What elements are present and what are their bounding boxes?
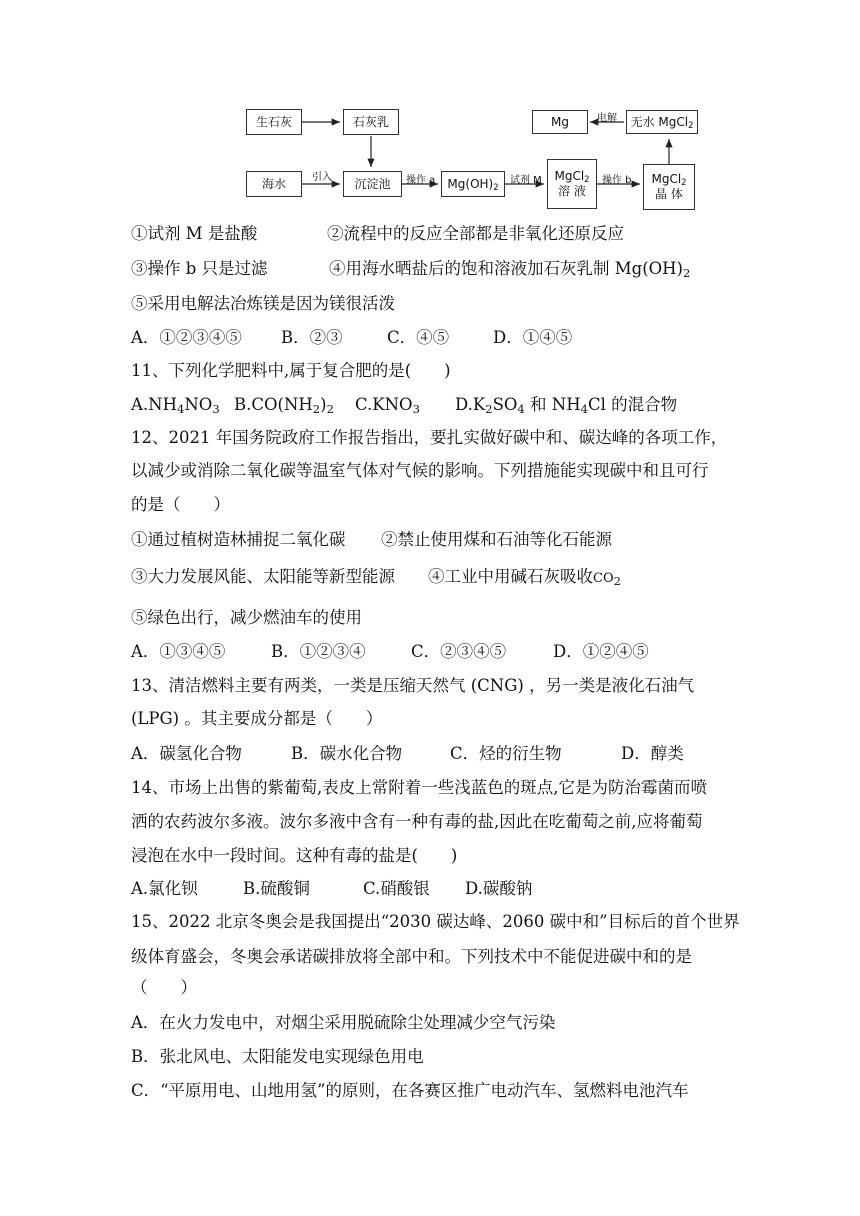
q15-stem-line1: 15、2022 北京冬奥会是我国提出“2030 碳达峰、2060 碳中和”目标后的首个世界 — [131, 912, 740, 931]
q14-stem-line3: 浸泡在水中一段时间。这种有毒的盐是( ) — [131, 846, 458, 865]
intro-label: 引入 — [312, 172, 332, 183]
q14-stem-line2: 洒的农药波尔多液。波尔多液中含有一种有毒的盐,因此在吃葡萄之前,应将葡萄 — [131, 812, 703, 831]
q14-option-c[interactable]: C.硝酸银 — [363, 879, 430, 898]
q13-stem-line2: (LPG) 。其主要成分都是（ ） — [131, 709, 383, 728]
precipitation-tank-box: 沉淀池 — [343, 171, 402, 197]
q14-option-d[interactable]: D.碳酸钠 — [465, 879, 533, 898]
q10-option-b[interactable]: B．②③ — [281, 328, 343, 347]
q12-statement-5: ⑤绿色出行，减少燃油车的使用 — [131, 608, 362, 627]
q11-option-d[interactable]: $D.K_2SO_4$ 和 $NH_4Cl$ 的混合物 — [455, 395, 678, 416]
q12-stem-line1: 12、2021 年国务院政府工作报告指出，要扎实做好碳中和、碳达峰的各项工作， — [131, 428, 728, 447]
q10-option-c[interactable]: C．④⑤ — [387, 328, 450, 347]
q13-option-d[interactable]: D．醇类 — [621, 744, 684, 763]
q13-option-c[interactable]: C．烃的衍生物 — [450, 744, 562, 763]
q15-stem-line3: （ ） — [131, 978, 197, 997]
q12-statement-3: ③大力发展风能、太阳能等新型能源 — [131, 567, 395, 586]
q12-stem-line3: 的是（ ） — [131, 495, 230, 514]
q11-stem: 11、下列化学肥料中,属于复合肥的是( ) — [131, 361, 451, 380]
q12-stem-line2: 以减少或消除二氧化碳等温室气体对气候的影响。下列措施能实现碳中和且可行 — [131, 461, 709, 480]
q12-statement-4: ④工业中用碱石灰吸收$CO_2$ — [428, 567, 621, 588]
q13-option-a[interactable]: A．碳氢化合物 — [131, 744, 242, 763]
q15-option-b[interactable]: B．张北风电、太阳能发电实现绿色用电 — [131, 1047, 424, 1066]
q14-stem-line1: 14、市场上出售的紫葡萄,表皮上常附着一些浅蓝色的斑点,它是为防治霉菌而喷 — [131, 778, 707, 797]
seawater-box: 海水 — [246, 171, 302, 197]
operation-b-label: 操作 b — [602, 175, 632, 186]
operation-a-label: 操作 a — [406, 175, 436, 186]
q10-option-d[interactable]: D．①④⑤ — [493, 328, 573, 347]
q10-statement-4: ④用海水晒盐后的饱和溶液加石灰乳制 $Mg(OH)_2$ — [329, 259, 691, 280]
q12-statement-2: ②禁止使用煤和石油等化石能源 — [381, 530, 612, 549]
process-flow-diagram — [240, 104, 700, 216]
mg-hydroxide-box: $Mg(OH)_2$ — [441, 171, 505, 197]
reagent-m-label: 试剂 M — [510, 175, 542, 186]
q15-option-c[interactable]: C．“平原用电、山地用氢”的原则，在各赛区推广电动汽车、氢燃料电池汽车 — [131, 1081, 689, 1100]
q10-statements-row1 — [131, 223, 624, 245]
quicklime-box: 生石灰 — [246, 109, 302, 135]
q11-option-c[interactable]: $C.KNO_3$ — [355, 395, 420, 416]
q12-statement-1: ①通过植树造林捕捉二氧化碳 — [131, 530, 346, 549]
magnesium-box: Mg — [532, 110, 588, 134]
q13-stem-line1: 13、清洁燃料主要有两类，一类是压缩天然气 (CNG) ，另一类是液化石油气 — [131, 676, 695, 695]
q11-option-b[interactable]: $B.CO(NH_2)_2$ — [234, 395, 334, 416]
q13-option-b[interactable]: B．碳水化合物 — [291, 744, 403, 763]
q10-statement-5: ⑤采用电解法冶炼镁是因为镁很活泼 — [131, 294, 395, 313]
q15-stem-line2: 级体育盛会，冬奥会承诺碳排放将全部中和。下列技术中不能促进碳中和的是 — [131, 947, 692, 966]
q12-statements-row1 — [131, 529, 612, 551]
q14-option-a[interactable]: A.氯化钡 — [131, 879, 198, 898]
mgcl2-solution-box: MgCl$_2$ 溶 液 — [547, 159, 597, 209]
q12-option-d[interactable]: D．①②④⑤ — [553, 642, 649, 661]
q10-option-a[interactable]: A．①②③④⑤ — [131, 328, 242, 347]
electrolysis-label: 电解 — [597, 113, 617, 124]
q10-statement-3: ③操作 b 只是过滤 — [131, 259, 268, 278]
q12-option-b[interactable]: B．①②③④ — [271, 642, 366, 661]
q15-option-a[interactable]: A．在火力发电中，对烟尘采用脱硫除尘处理减少空气污染 — [131, 1013, 556, 1032]
q12-option-a[interactable]: A．①③④⑤ — [131, 642, 226, 661]
anhydrous-mgcl2-box: 无水 MgCl$_2$ — [626, 110, 698, 134]
q10-statement-1: ①试剂 M 是盐酸 — [131, 224, 258, 243]
q11-option-a[interactable]: $A.NH_4NO_3$ — [131, 395, 220, 416]
q14-option-b[interactable]: B.硫酸铜 — [243, 879, 310, 898]
q12-option-c[interactable]: C．②③④⑤ — [411, 642, 507, 661]
q10-statement-2: ②流程中的反应全部都是非氧化还原反应 — [327, 224, 624, 243]
lime-milk-box: 石灰乳 — [343, 109, 399, 135]
q10-statements-row2 — [131, 258, 691, 280]
mgcl2-crystal-box: MgCl$_2$ 晶 体 — [643, 164, 695, 210]
q12-statements-row2 — [131, 566, 621, 588]
